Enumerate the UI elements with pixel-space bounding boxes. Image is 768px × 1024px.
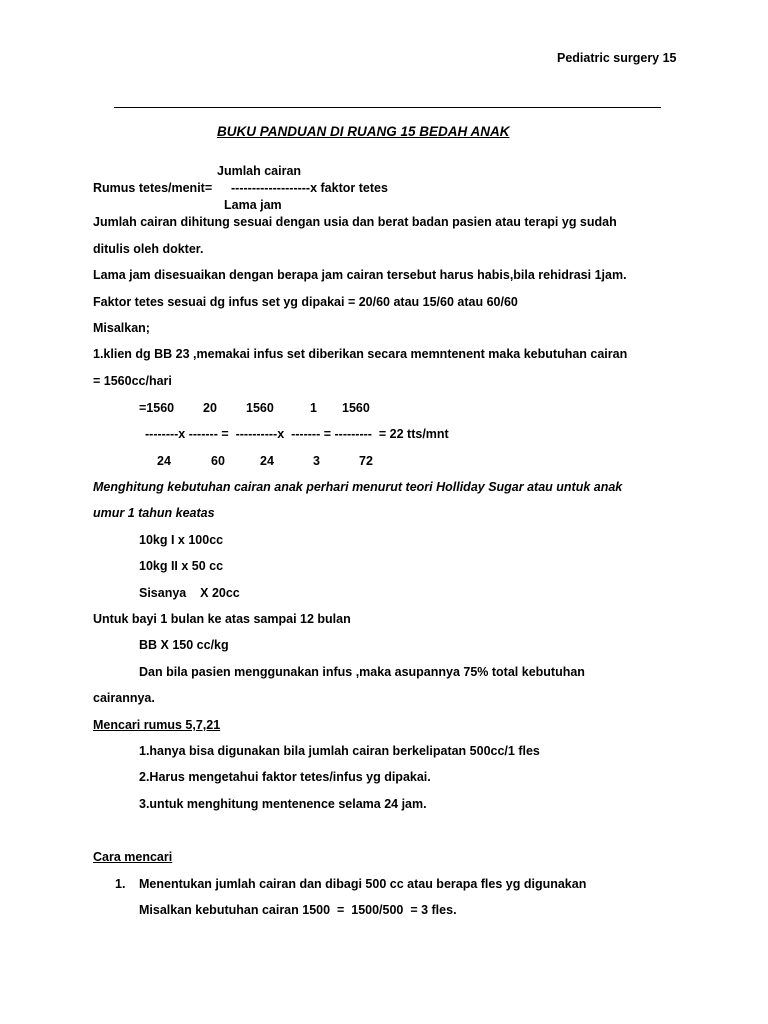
cara-item: Menentukan jumlah cairan dan dibagi 500 cc atau berapa fles yg digunakan [139, 877, 587, 891]
page-title: BUKU PANDUAN DI RUANG 15 BEDAH ANAK [217, 124, 510, 139]
paragraph-1a: Jumlah cairan dihitung sesuai dengan usia dan berat badan pasien atau terapi yg sudah [93, 215, 617, 229]
running-head: Pediatric surgery 15 [557, 51, 677, 65]
paragraph-5a: 1.klien dg BB 23 ,memakai infus set diberikan secara memntenent maka kebutuhan cairan [93, 347, 628, 361]
paragraph-4: Misalkan; [93, 321, 150, 335]
cara-item-number: 1. [115, 877, 126, 891]
calc-top-value: 1560 [342, 401, 370, 415]
formula-numerator: Jumlah cairan [217, 164, 302, 178]
formula-denominator: Lama jam [224, 198, 282, 212]
rumus-heading: Mencari rumus 5,7,21 [93, 718, 221, 732]
cara-example: Misalkan kebutuhan cairan 1500 = 1500/500 = 3 fles. [139, 903, 457, 917]
calc-bottom-value: 3 [313, 454, 320, 468]
calc-top-value: 1 [310, 401, 317, 415]
formula-fraction-line: -------------------x faktor tetes [231, 181, 388, 195]
calc-bottom-value: 60 [211, 454, 225, 468]
bayi-note-a: Dan bila pasien menggunakan infus ,maka asupannya 75% total kebutuhan [139, 665, 585, 679]
holliday-line-1: Menghitung kebutuhan cairan anak perhari menurut teori Holliday Sugar atau untuk anak [93, 480, 623, 494]
calc-top-value: 1560 [246, 401, 274, 415]
calc-middle-line: --------x ------- = ----------x ------- = --------- = 22 tts/mnt [145, 427, 449, 441]
rumus-item: 2.Harus mengetahui faktor tetes/infus yg dipakai. [139, 770, 431, 784]
calc-top-value: =1560 [139, 401, 175, 415]
bayi-heading: Untuk bayi 1 bulan ke atas sampai 12 bulan [93, 612, 351, 626]
paragraph-3: Faktor tetes sesuai dg infus set yg dipakai = 20/60 atau 15/60 atau 60/60 [93, 295, 518, 309]
holliday-item: Sisanya X 20cc [139, 586, 240, 600]
paragraph-5b: = 1560cc/hari [93, 374, 172, 388]
cara-heading: Cara mencari [93, 850, 173, 864]
bayi-note-b: cairannya. [93, 691, 155, 705]
paragraph-1b: ditulis oleh dokter. [93, 242, 204, 256]
holliday-item: 10kg II x 50 cc [139, 559, 224, 573]
bayi-formula: BB X 150 cc/kg [139, 638, 229, 652]
holliday-item: 10kg I x 100cc [139, 533, 224, 547]
formula-label: Rumus tetes/menit= [93, 181, 213, 195]
header-rule [114, 107, 661, 108]
calc-bottom-value: 24 [260, 454, 274, 468]
rumus-item: 1.hanya bisa digunakan bila jumlah cairan berkelipatan 500cc/1 fles [139, 744, 540, 758]
calc-bottom-value: 24 [157, 454, 171, 468]
calc-bottom-value: 72 [359, 454, 373, 468]
holliday-line-2: umur 1 tahun keatas [93, 506, 215, 520]
paragraph-2: Lama jam disesuaikan dengan berapa jam cairan tersebut harus habis,bila rehidrasi 1jam. [93, 268, 627, 282]
calc-top-value: 20 [203, 401, 217, 415]
rumus-item: 3.untuk menghitung mentenence selama 24 jam. [139, 797, 427, 811]
